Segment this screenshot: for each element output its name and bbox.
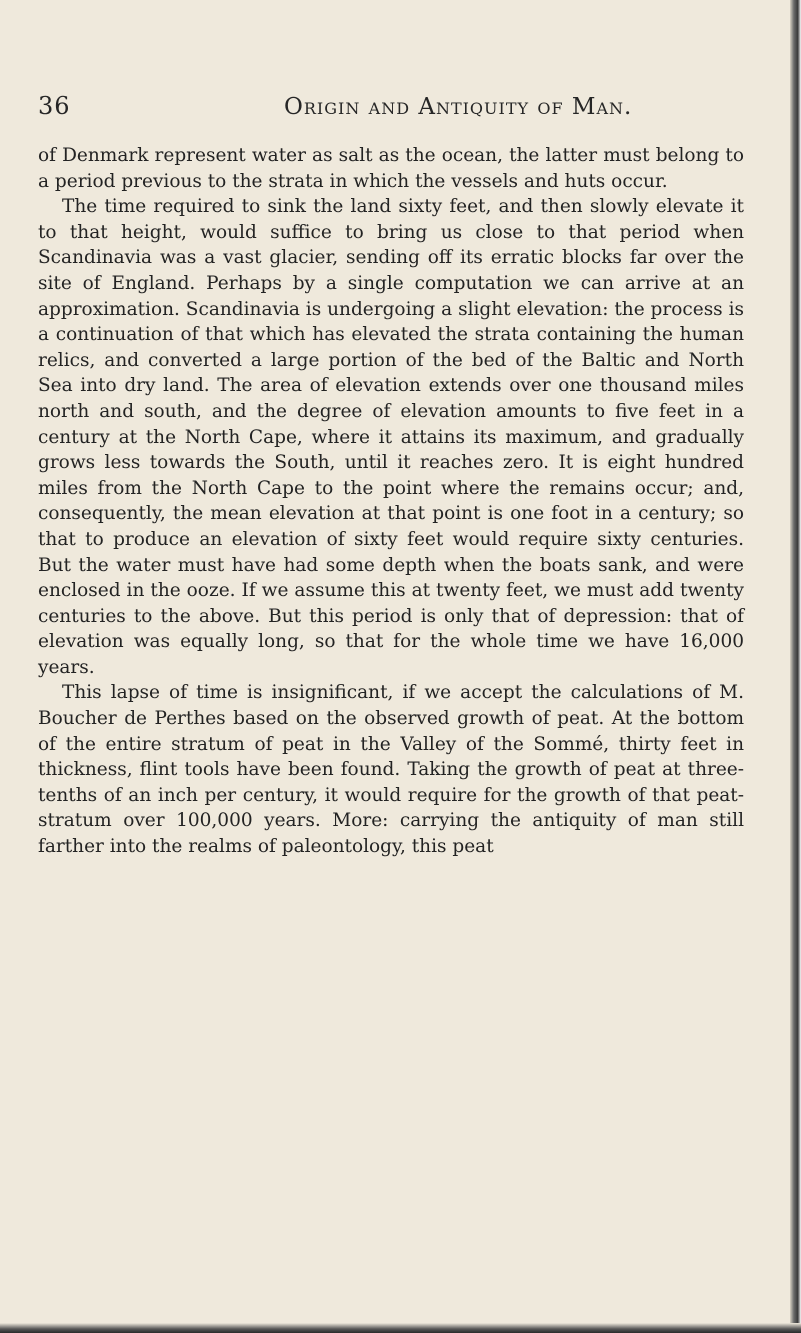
paragraph-1: of Denmark represent water as salt as the ocean, the latter must belong to a period previous to the strata in which the vessels and huts occur.: [38, 145, 744, 192]
body-text: [38, 143, 744, 860]
paragraph-3: This lapse of time is insignificant, if we accept the calculations of M. Boucher de Perthes based on the observed growth of peat. At the bottom of the entire stratum of peat in the Valley of the Sommé, thirty feet in thickness, flint tools have been found. Taking the growth of peat at three-tenths of an inch per century, it would require for the growth of that peat-stratum over 100,000 years. More: carrying the antiquity of man still farther into the realms of paleontology, this peat: [38, 682, 744, 858]
paragraph-2: The time required to sink the land sixty feet, and then slowly elevate it to that height, would suffice to bring us close to that period when Scandinavia was a vast glacier, sending off its erratic blocks far over the site of England. Perhaps by a single computation we can arrive at an approximation. Scandinavia is undergoing a slight elevation: the process is a continuation of that which has elevated the strata containing the human relics, and converted a large portion of the bed of the Baltic and North Sea into dry land. The area of elevation extends over one thousand miles north and south, and the degree of elevation amounts to five feet in a century at the North Cape, where it attains its maximum, and gradually grows less towards the South, until it reaches zero. It is eight hundred miles from the North Cape to the point where the remains occur; and, consequently, the mean elevation at that point is one foot in a century; so that to produce an elevation of sixty feet would require sixty centuries. But the water must have had some depth when the boats sank, and were enclosed in the ooze. If we assume this at twenty feet, we must add twenty centuries to the above. But this period is only that of depression: that of elevation was equally long, so that for the whole time we have 16,000 years.: [38, 196, 744, 678]
page-header: [0, 88, 790, 128]
page-number: 36: [38, 92, 71, 120]
page-edge-right: [790, 0, 801, 1333]
page-edge-bottom: [0, 1323, 801, 1333]
running-title: Origin and Antiquity of Man.: [284, 94, 633, 120]
